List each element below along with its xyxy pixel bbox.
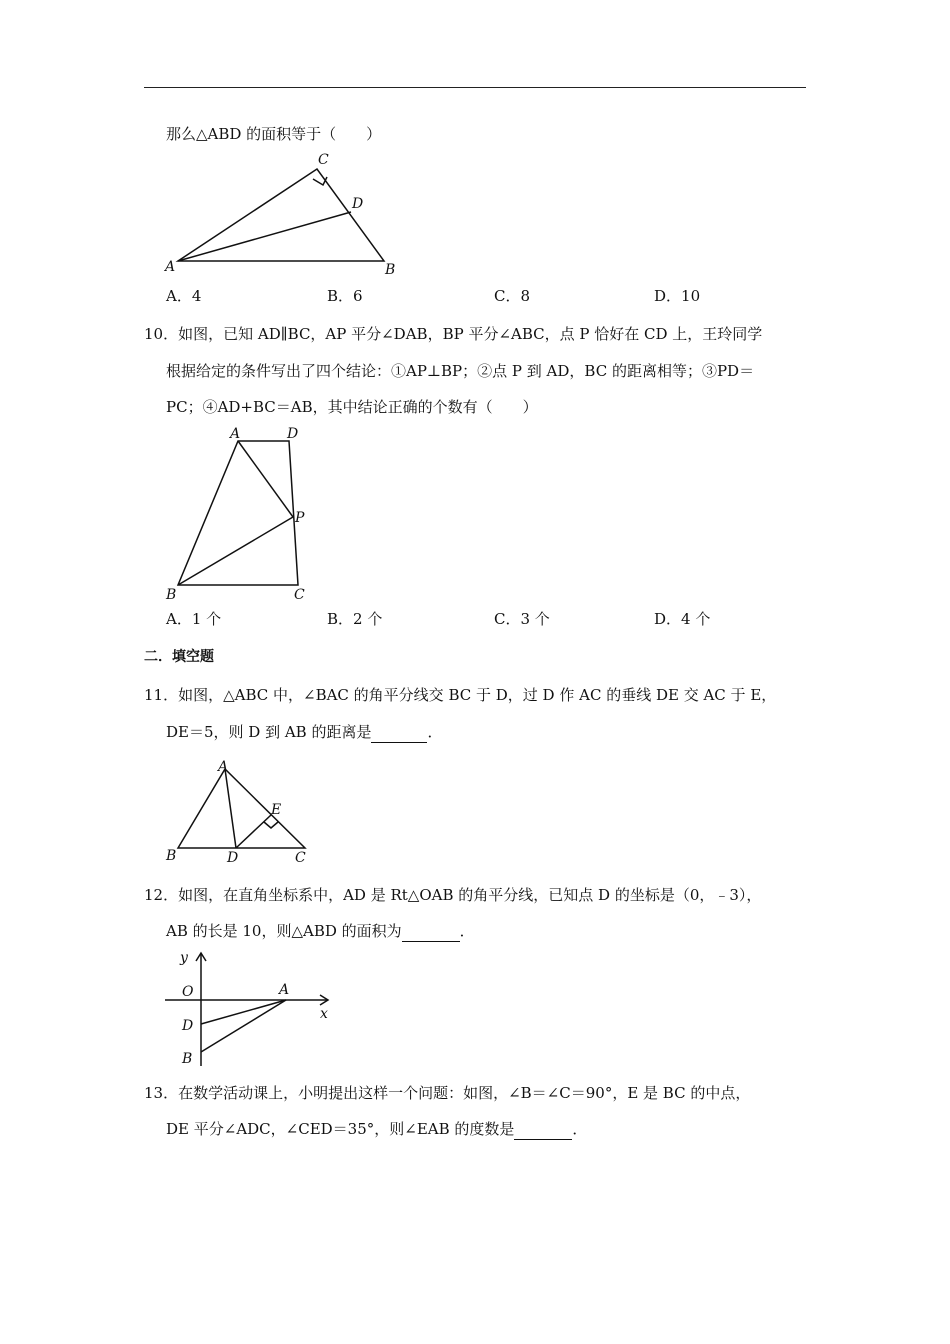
q11-triangle-abc: [178, 769, 305, 848]
q11-label-d: D: [227, 850, 239, 866]
q11-line-2: [166, 722, 443, 743]
q12-line-2-end: ．: [459, 922, 475, 940]
q12-label-x: x: [320, 1006, 328, 1022]
q11-label-a: A: [218, 759, 229, 775]
q10-label-d: D: [287, 426, 299, 442]
q12-figure: [160, 948, 340, 1070]
q12-label-y: y: [180, 950, 188, 966]
q9-option-a: A．4: [166, 287, 202, 305]
q10-line-3: PC；④AD+BC＝AB，其中结论正确的个数有（ ）: [166, 398, 538, 416]
q12-label-b: B: [182, 1051, 193, 1067]
q12-segment-ab: [201, 1000, 286, 1052]
q9-figure: [160, 150, 410, 280]
q13-line-1: 13．在数学活动课上，小明提出这样一个问题：如图，∠B＝∠C＝90°，E 是 BC 的中点，: [144, 1084, 751, 1102]
q12-label-o: O: [182, 984, 194, 1000]
q11-label-e: E: [271, 802, 282, 818]
section-heading: 二．填空题: [144, 649, 214, 665]
q9-label-d: D: [352, 196, 364, 212]
q11-segment-ad: [225, 769, 236, 848]
q12-line-1: 12．如图，在直角坐标系中，AD 是 Rt△OAB 的角平分线，已知点 D 的坐标是（0，﹣3），: [144, 886, 762, 904]
q10-line-2: 根据给定的条件写出了四个结论：①AP⊥BP；②点 P 到 AD，BC 的距离相等；③PD＝: [166, 362, 755, 380]
q10-figure: [160, 424, 330, 609]
q10-option-c: C．3 个: [494, 610, 550, 628]
q10-option-a: A．1 个: [166, 610, 222, 628]
q11-line-2-text: DE＝5，则 D 到 AB 的距离是: [166, 723, 372, 741]
q9-option-d: D．10: [654, 287, 701, 305]
q9-option-c: C．8: [494, 287, 531, 305]
q13-answer-blank[interactable]: [514, 1119, 572, 1140]
q12-line-2-text: AB 的长是 10，则△ABD 的面积为: [166, 922, 402, 940]
q12-label-a: A: [279, 982, 290, 998]
header-rule: [144, 87, 806, 88]
q13-line-2-end: ．: [572, 1120, 588, 1138]
q12-line-2: [166, 921, 475, 942]
q13-line-2: [166, 1119, 587, 1140]
q11-line-1: 11．如图，△ABC 中，∠BAC 的角平分线交 BC 于 D，过 D 作 AC 的垂线 DE 交 AC 于 E，: [144, 686, 777, 704]
q12-label-d: D: [182, 1018, 194, 1034]
q10-option-b: B．2 个: [327, 610, 383, 628]
q9-triangle-abc: [178, 169, 384, 261]
q13-line-2-text: DE 平分∠ADC，∠CED＝35°，则∠EAB 的度数是: [166, 1120, 515, 1138]
q11-label-c: C: [295, 850, 306, 866]
q9-label-c: C: [318, 152, 329, 168]
q9-label-b: B: [385, 262, 396, 278]
q9-right-angle-mark: [313, 177, 327, 185]
q11-figure: [160, 756, 320, 866]
q10-quadrilateral: [178, 441, 298, 585]
q10-label-b: B: [166, 587, 177, 603]
q9-stem: 那么△ABD 的面积等于（ ）: [166, 125, 382, 143]
q11-right-angle-mark: [264, 822, 278, 828]
q10-option-d: D．4 个: [654, 610, 711, 628]
q11-segment-de: [236, 815, 271, 848]
q10-line-1: 10．如图，已知 AD∥BC，AP 平分∠DAB，BP 平分∠ABC，点 P 恰好在 CD 上，王玲同学: [144, 325, 763, 343]
q11-line-2-end: ．: [427, 723, 443, 741]
q10-label-p: P: [295, 510, 305, 526]
q11-answer-blank[interactable]: [371, 722, 427, 743]
q10-label-c: C: [294, 587, 305, 603]
q10-label-a: A: [230, 426, 241, 442]
q10-segment-bp: [178, 517, 293, 585]
q9-segment-ad: [178, 212, 351, 261]
q9-option-b: B．6: [327, 287, 363, 305]
q11-label-b: B: [166, 848, 177, 864]
q12-segment-ad: [201, 1000, 286, 1024]
q12-answer-blank[interactable]: [402, 921, 460, 942]
q9-label-a: A: [165, 259, 176, 275]
q10-segment-ap: [238, 441, 293, 517]
